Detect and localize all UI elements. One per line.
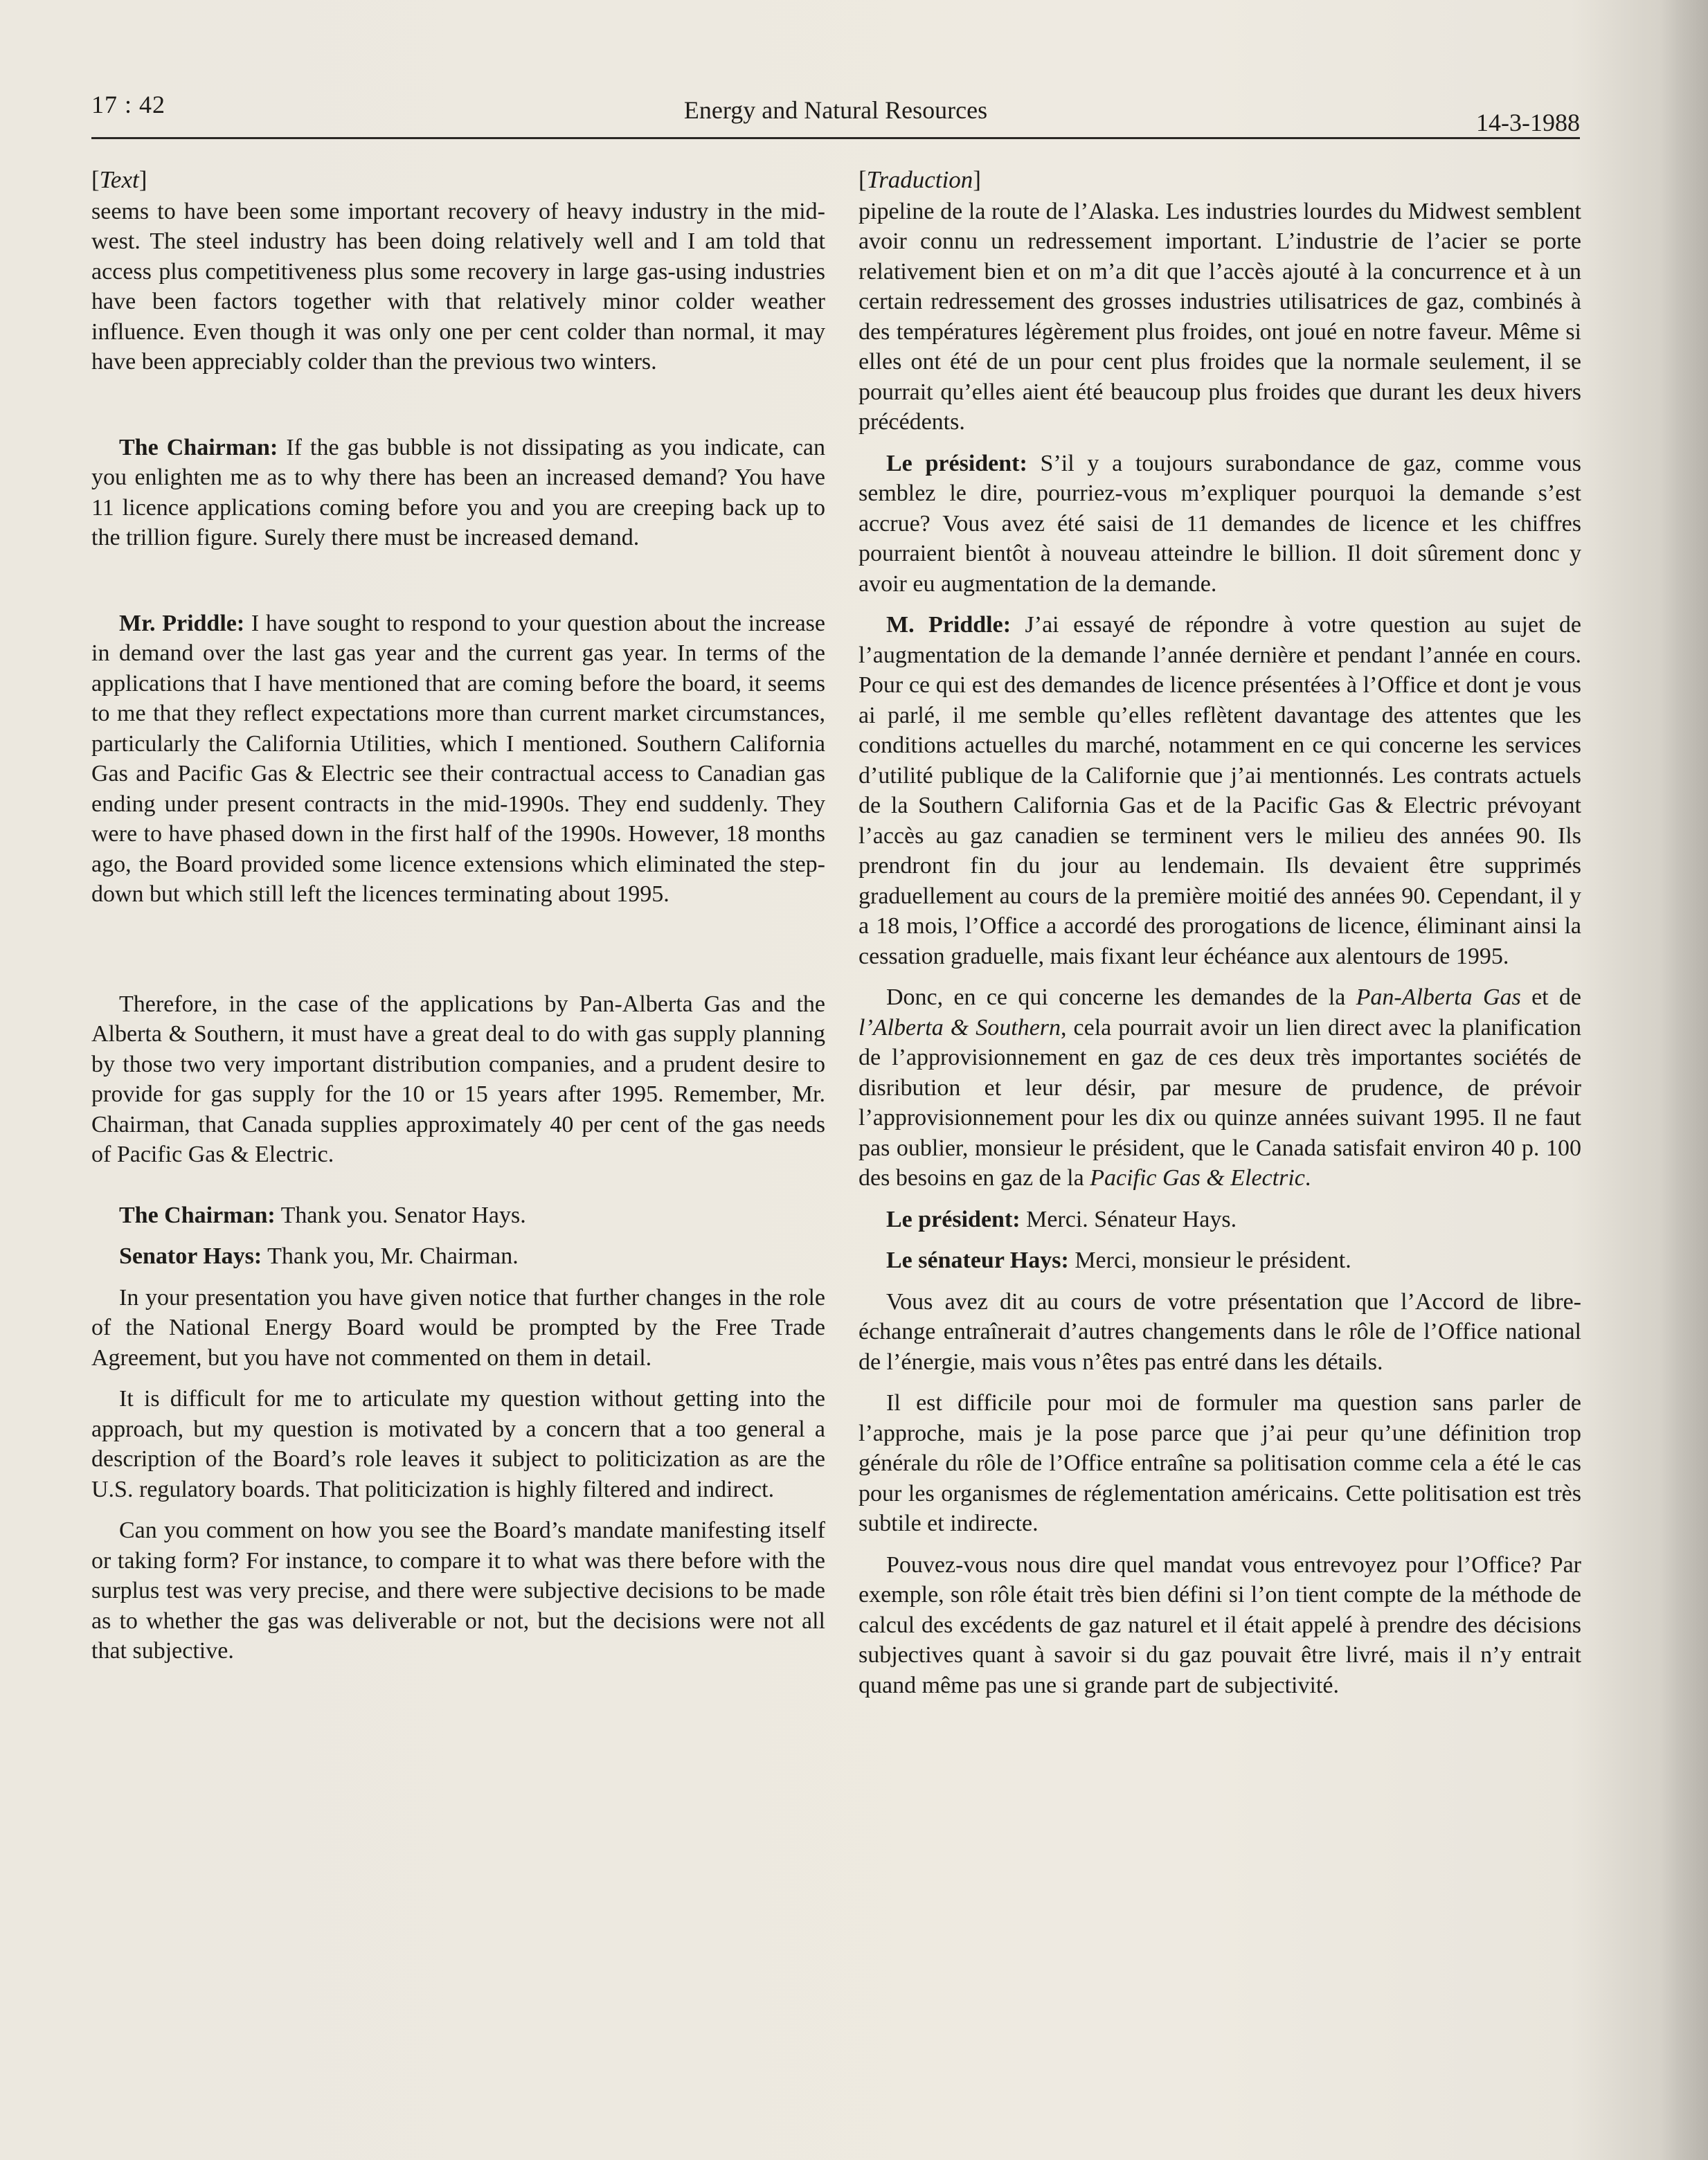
- paragraph: Pouvez-vous nous dire quel mandat vous entrevoyez pour l’Office? Par exemple, son rôle était très bien défini si l’on tient compte de la méthode de calcul des excédents de gaz naturel et il était appelé à prendre des décisions subjectives quant à savoir si du gaz pouvait être livré, mais il n’y entrait quand même pas une si grande part de subjectivité.: [859, 1551, 1581, 1698]
- paragraph: It is difficult for me to articulate my question without getting into the approach, but my question is motivated by a concern that a too general a description of the Board’s role leaves it subject to politicization as are the U.S. regulatory boards. That politicization is highly filtered and indirect.: [91, 1386, 825, 1502]
- page-edge-shadow: [1660, 0, 1708, 2160]
- paragraph: Donc, en ce qui concerne les demandes de la Pan-Alberta Gas et de l’Alberta & Southern, cela pourrait avoir un lien direct avec la planification de l’approvisionnement en gaz de ces deux très importantes sociétés de disribution et leur désir, par mesure de prudence, de prévoir l’approvisionnement pour les dix ou quinze années suivant 1995. Il ne faut pas oublier, monsieur le président, que le Canada satisfait environ 40 p. 100 des besoins en gaz de la Pacific Gas & Electric.: [859, 984, 1581, 1191]
- paragraph: Il est difficile pour moi de formuler ma question sans parler de l’approche, mais je la pose parce que j’ai peur qu’une définition trop générale du rôle de l’Office entraîne sa politisation comme cela a été le cas pour les organismes de réglementation américains. Cette politisation est très subtile et indirecte.: [859, 1390, 1581, 1536]
- paragraph: Le président: S’il y a toujours surabondance de gaz, comme vous semblez le dire, pourriez-vous m’expliquer pourquoi la demande s’est accrue? Vous avez été saisi de 11 demandes de licence et les chiffres pourraient bientôt à nouveau atteindre le billion. Il doit sûrement donc y avoir eu augmentation de la demande.: [859, 450, 1582, 597]
- paragraph: Can you comment on how you see the Board’s mandate manifesting itself or taking form? For instance, to compare it to what was there before with the surplus test was very precise, and there were subjective decisions to be made as to whether the gas was deliverable or not, but the decisions were not all that subjective.: [91, 1518, 825, 1664]
- speaker-name: Le président:: [886, 1206, 1021, 1232]
- paragraph: seems to have been some important recovery of heavy industry in the mid-west. The steel industry has been doing relatively well and I am told that access plus competitiveness plus some recovery in large gas-using industries have been factors together with that relatively minor colder weather influence. Even though it was only one per cent colder than normal, it may have been appreciably colder than the previous two winters.: [91, 198, 825, 375]
- speaker-name: Le président:: [886, 450, 1027, 476]
- paragraph: The Chairman: If the gas bubble is not dissipating as you indicate, can you enlighten me as to why there has been an increased demand? You have 11 licence applications coming before you and you are creeping back up to the trillion figure. Surely there must be increased demand.: [91, 434, 826, 550]
- running-title: Energy and Natural Resources: [683, 96, 988, 124]
- speaker-name: The Chairman:: [119, 434, 278, 460]
- paragraph: Mr. Priddle: I have sought to respond to your question about the increase in demand over the last gas year and the current gas year. In terms of the applications that I have mentioned that are coming before the board, it seems to me that they reflect expectations more than current market circumstances, particularly the California Utilities, which I mentioned. Southern California Gas and Pacific Gas & Electric see their contractual access to Canadian gas ending under present contracts in the mid-1990s. They end suddenly. They were to have phased down in the first half of the 1990s. However, 18 months ago, the Board provided some licence extensions which eliminated the step-down but which still left the licences terminating about 1995.: [91, 610, 826, 907]
- paragraph: Vous avez dit au cours de votre présentation que l’Accord de libre-échange entraînerait d’autres changements dans le rôle de l’Office national de l’énergie, mais vous n’êtes pas entré dans les détails.: [859, 1288, 1581, 1375]
- paragraph: The Chairman: Thank you. Senator Hays.: [119, 1202, 526, 1228]
- speaker-name: The Chairman:: [119, 1202, 276, 1228]
- page-folio: 17 : 42: [91, 91, 166, 118]
- paragraph: Le sénateur Hays: Merci, monsieur le président.: [886, 1248, 1351, 1273]
- paragraph: Therefore, in the case of the applications by Pan-Alberta Gas and the Alberta & Southern, it must have a great deal to do with gas supply planning by those two very important distribution companies, and a prudent desire to provide for gas supply for the 10 or 15 years after 1995. Remember, Mr. Chairman, that Canada supplies approximately 40 per cent of the gas needs of Pacific Gas & Electric.: [91, 991, 825, 1167]
- paragraph: Le président: Merci. Sénateur Hays.: [886, 1206, 1237, 1232]
- paragraph: In your presentation you have given notice that further changes in the role of the National Energy Board would be prompted by the Free Trade Agreement, but you have not commented on them in detail.: [91, 1284, 825, 1371]
- english-column: [91, 165, 825, 1666]
- paragraph: pipeline de la route de l’Alaska. Les industries lourdes du Midwest semblent avoir connu un redressement important. L’industrie de l’acier se porte relativement bien et on m’a dit que l’accès ajouté à la concurrence et à un certain redressement des grosses industries utilisatrices de gaz, combinés à des températures légèrement plus froides, ont joué en notre faveur. Même si elles ont été de un pour cent plus froides que la normale seulement, il se pourrait qu’elles aient été beaucoup plus froides que durant les deux hivers précédents.: [859, 198, 1581, 435]
- paragraph: M. Priddle: J’ai essayé de répondre à votre question au sujet de l’augmentation de la demande l’année dernière et pendant l’année en cours. Pour ce qui est des demandes de licence présentées à l’Office et dont je vous ai parlé, il me semble qu’elles reflètent davantage des attentes que les conditions actuelles du marché, notamment en ce qui concerne les services d’utilité publique de la Californie que j’ai mentionnés. Les contrats actuels de la Southern California Gas et de la Pacific Gas & Electric prévoyant l’accès au gaz canadien se terminent vers le milieu des années 90. Ils prendront fin du jour au lendemain. Ils devaient être supprimés graduellement au cours de la première moitié des années 90. Cependant, il y a 18 mois, l’Office a accordé des prorogations de licence, éliminant ainsi la cessation graduelle, mais fixant leur échéance aux alentours de 1995.: [859, 612, 1581, 969]
- header-date: 14-3-1988: [1476, 109, 1580, 136]
- speaker-name: M. Priddle:: [886, 612, 1012, 638]
- page-header: [91, 82, 1580, 139]
- speaker-name: Senator Hays:: [119, 1243, 262, 1269]
- traduction-label: [Traduction]: [859, 166, 981, 193]
- text-label: [Text]: [91, 166, 147, 193]
- french-column: [859, 165, 1581, 1700]
- speaker-name: Mr. Priddle:: [119, 610, 245, 636]
- speaker-name: Le sénateur Hays:: [886, 1248, 1069, 1273]
- paragraph: Senator Hays: Thank you, Mr. Chairman.: [119, 1243, 519, 1269]
